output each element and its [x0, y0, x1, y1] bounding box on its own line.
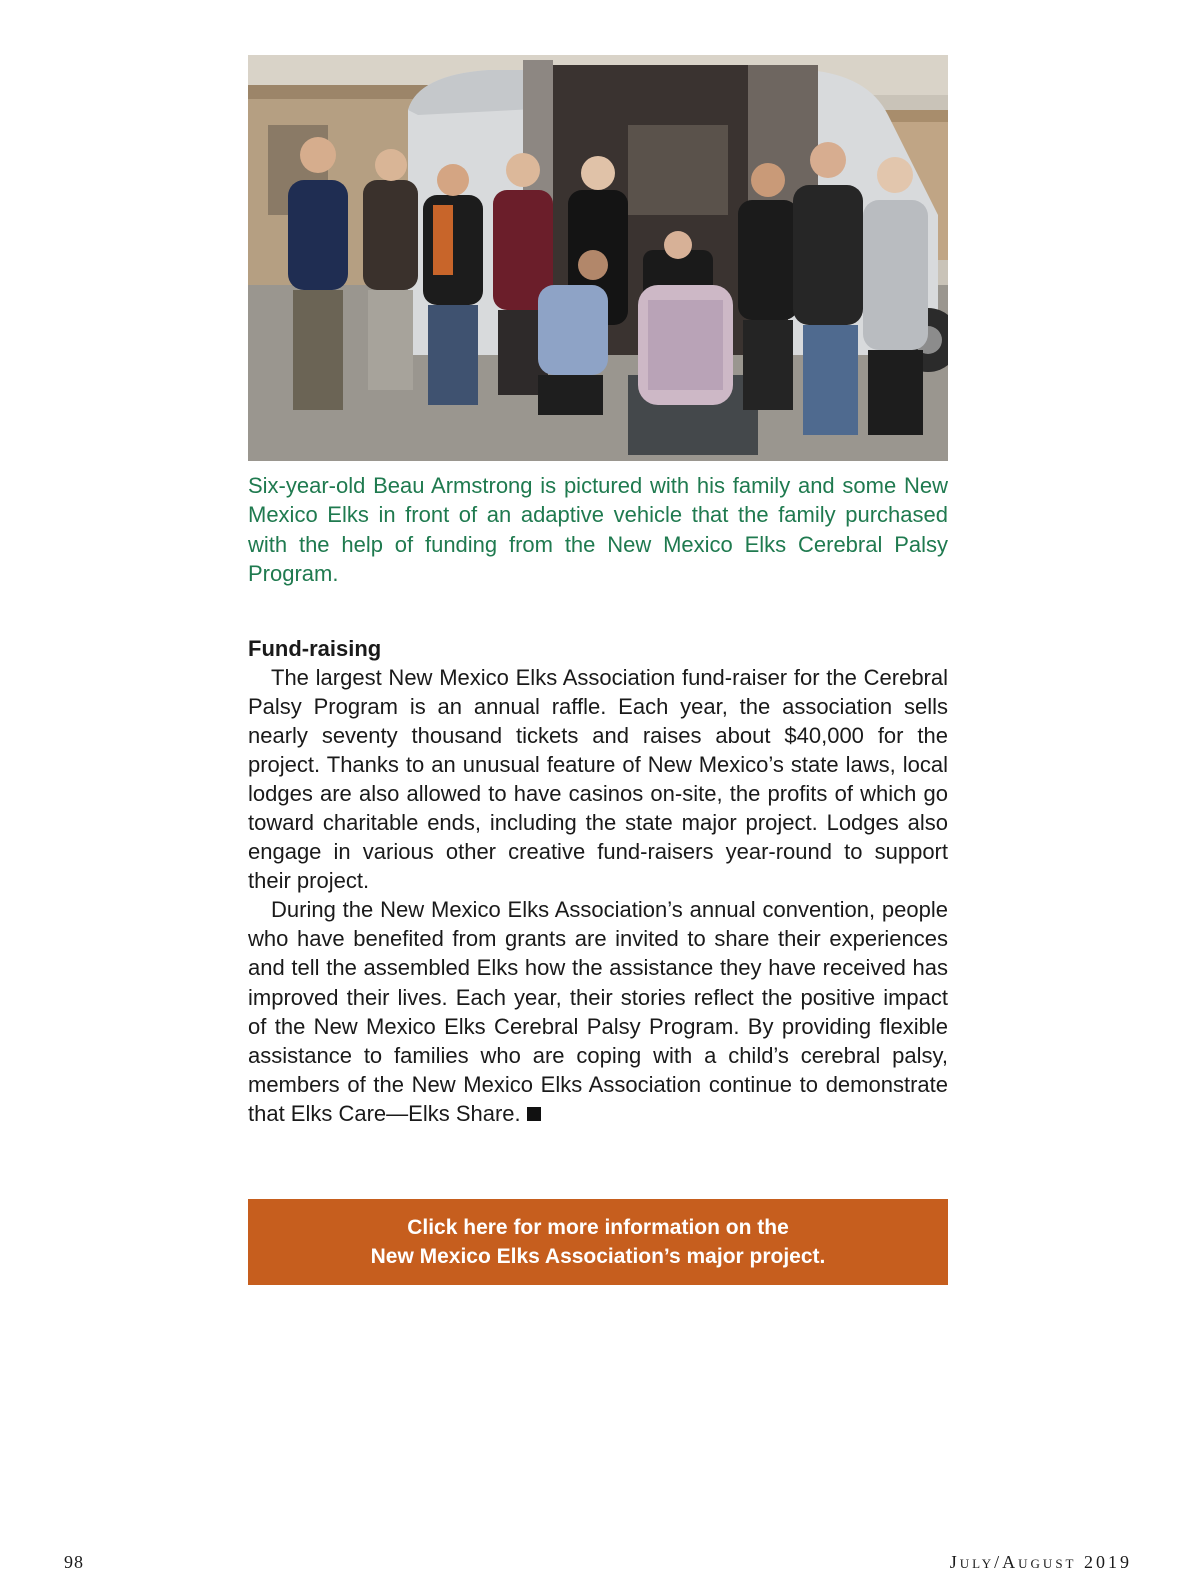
issue-date: July/August 2019	[949, 1552, 1132, 1572]
section-heading: Fund-raising	[248, 636, 382, 661]
page-number: 98	[64, 1552, 84, 1572]
group-photo-illustration	[248, 55, 948, 461]
more-info-line-1: Click here for more information on the	[407, 1216, 789, 1239]
article-body	[248, 634, 948, 1128]
article-paragraph	[248, 895, 948, 1127]
article-paragraph-text: During the New Mexico Elks Association’s annual convention, people who have benefited from grants are invited to share their experiences and tell the assembled Elks how the assistance they have received has improved their lives. Each year, their stories reflect the positive impact of the New Mexico Elks Cerebral Palsy Program. By providing flexible assistance to families who are coping with a child’s cerebral palsy, members of the New Mexico Elks Association continue to demonstrate that Elks Care—Elks Share.	[248, 897, 948, 1126]
end-mark-icon	[527, 1107, 541, 1121]
more-info-line-2: New Mexico Elks Association’s major project.	[370, 1245, 826, 1268]
photo-caption: Six-year-old Beau Armstrong is pictured with his family and some New Mexico Elks in front of an adaptive vehicle that the family purchased with the help of funding from the New Mexico Elks Cerebral Palsy Program.	[248, 473, 948, 586]
article-paragraph: The largest New Mexico Elks Association fund-raiser for the Cerebral Palsy Program is an annual raffle. Each year, the association sells nearly seventy thousand tickets and raises about $40,000 for the project. Thanks to an unusual feature of New Mexico’s state laws, local lodges are also allowed to have casinos on-site, the profits of which go toward charitable ends, including the state major project. Lodges also engage in various other creative fund-raisers year-round to support their project.	[248, 665, 948, 894]
more-info-button[interactable]	[248, 1199, 948, 1285]
article-photo	[248, 55, 948, 461]
